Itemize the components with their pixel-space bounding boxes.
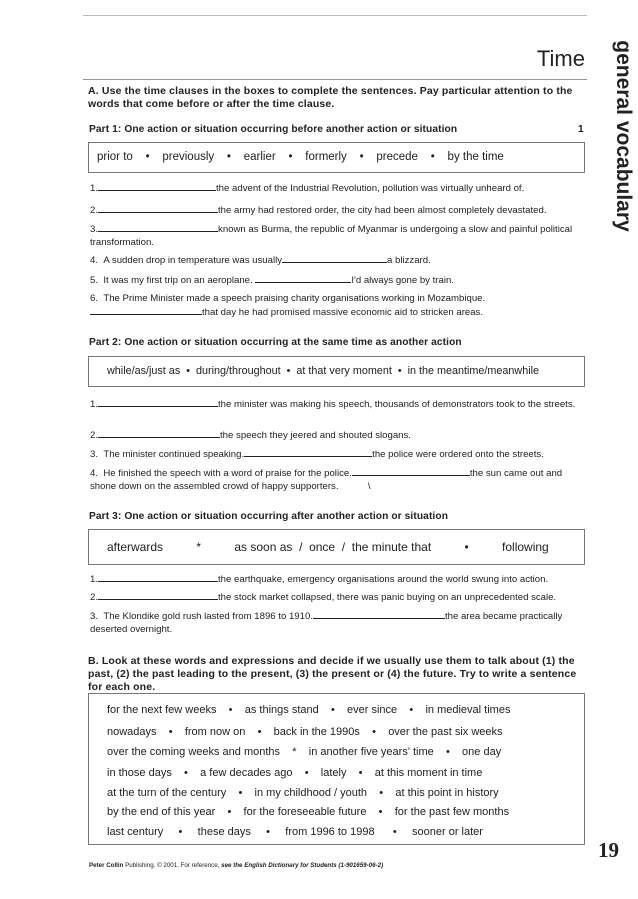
part1-number: 1 (578, 124, 584, 135)
footer (89, 862, 383, 869)
expression-row: at the turn of the century • in my childhood / youth • at this point in history (107, 787, 499, 799)
part1-sentence-5: 5. It was my first trip on an aeroplane. I'd always gone by train. (90, 275, 454, 286)
expression-row: last century • these days • from 1996 to 1998 • sooner or later (107, 826, 483, 838)
expression-row: nowadays • from now on • back in the 1990s • over the past six weeks (107, 726, 503, 738)
part3-sentence-2: 2. the stock market collapsed, there was panic buying on an unprecedented scale. (90, 592, 557, 603)
footer-publisher: Peter Collin (89, 862, 124, 869)
part1-sentence-3: 3. known as Burma, the republic of Myanmar is undergoing a slow and painful political transformation. (90, 224, 573, 248)
sidebar-label: general vocabulary (612, 39, 635, 232)
top-rule (83, 15, 587, 16)
footer-reference: see the English Dictionary for Students (1-901659-06-2) (221, 862, 384, 869)
part1-sentence-1: 1. the advent of the Industrial Revolution, pollution was virtually unheard of. (90, 183, 525, 194)
answer-blank[interactable] (98, 428, 220, 438)
footer-text: Publishing. © 2001. For reference, (123, 862, 222, 869)
part2-box-text: while/as/just as • during/throughout • at that very moment • in the meantime/meanwhile (107, 365, 540, 377)
section-a-instruction: A. Use the time clauses in the boxes to complete the sentences. Pay particular attention to the words that come before or after the time clause. (88, 85, 573, 110)
expression-row: by the end of this year • for the foreseeable future • for the past few months (107, 806, 510, 818)
expression-row: over the coming weeks and months * in another five years' time • one day (107, 746, 502, 758)
answer-blank[interactable] (98, 222, 218, 232)
answer-blank[interactable] (98, 203, 218, 213)
section-b-instruction: B. Look at these words and expressions and decide if we usually use them to talk about (1) the past, (2) the past leading to the present, (3) the present or (4) the future. Try to write a sentence for each one. (88, 655, 577, 693)
part3-word-box (88, 529, 585, 565)
part2-sentence-1: 1. the minister was making his speech, thousands of demonstrators took to the streets. (90, 399, 576, 410)
answer-blank[interactable] (244, 447, 372, 457)
part3-heading: Part 3: One action or situation occurring after another action or situation (89, 511, 449, 522)
part3-sentence-1: 1. the earthquake, emergency organisations around the world swung into action. (90, 574, 549, 585)
part1-word-box (88, 142, 585, 173)
answer-blank[interactable] (98, 590, 218, 600)
part2-sentence-2: 2. the speech they jeered and shouted slogans. (90, 430, 411, 441)
expression-row: in those days • a few decades ago • lately • at this moment in time (107, 767, 483, 779)
part3-box-text: afterwards * as soon as / once / the minute that • following (107, 540, 549, 554)
title-rule (83, 79, 587, 80)
answer-blank[interactable] (98, 397, 218, 407)
answer-blank[interactable] (98, 181, 216, 191)
answer-blank[interactable] (352, 466, 470, 476)
sidebar (608, 28, 638, 243)
answer-blank[interactable] (90, 305, 202, 315)
part1-box-text: prior to • previously • earlier • formerly • precede • by the time (97, 151, 504, 163)
part1-sentence-4: 4. A sudden drop in temperature was usually a blizzard. (90, 255, 431, 266)
part1-sentence-2: 2. the army had restored order, the city had been almost completely devastated. (90, 205, 547, 216)
answer-blank[interactable] (98, 572, 218, 582)
part1-sentence-6: 6. The Prime Minister made a speech praising charity organisations working in Mozambique. that day he had promised massive economic aid to stricken areas. (90, 293, 486, 318)
part2-sentence-3: 3. The minister continued speaking. the police were ordered onto the streets. (90, 449, 544, 460)
part2-word-box (88, 356, 585, 387)
part1-heading: Part 1: One action or situation occurring before another action or situation (89, 124, 458, 135)
expression-row: for the next few weeks • as things stand • ever since • in medieval times (107, 704, 511, 716)
answer-blank[interactable] (313, 609, 445, 619)
part2-sentence-4: 4. He finished the speech with a word of praise for the police. the sun came out and shone down on the assembled crowd of happy supporters. \ (90, 468, 563, 492)
answer-blank[interactable] (255, 273, 351, 283)
part2-heading: Part 2: One action or situation occurring at the same time as another action (89, 337, 462, 348)
part3-sentence-3: 3. The Klondike gold rush lasted from 1896 to 1910. the area became practically deserted overnight. (90, 611, 563, 635)
page-title: Time (536, 46, 585, 71)
page-number: 19 (598, 838, 619, 862)
answer-blank[interactable] (282, 253, 387, 263)
